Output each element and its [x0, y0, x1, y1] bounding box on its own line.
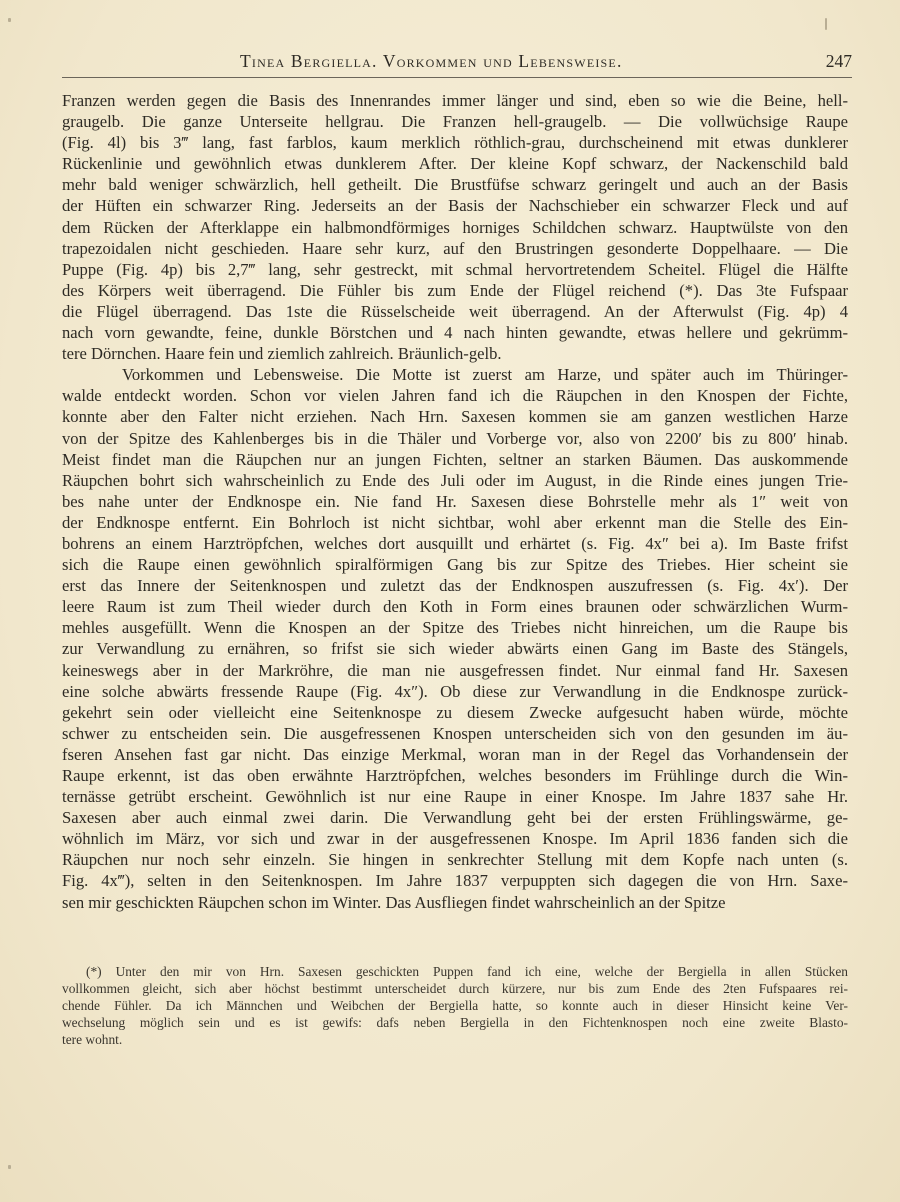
- text-line: Fig. 4x‴), selten in den Seitenknospen. Im Jahre 1837 verpuppten sich dagegen die von Hrn. Saxe-: [62, 871, 848, 891]
- text-line: walde entdeckt worden. Schon vor vielen Jahren fand ich die Räupchen in den Knospen der Fichte,: [62, 386, 848, 406]
- text-line: keineswegs aber in der Markröhre, die man nie ausgefressen findet. Nur einmal fand Hr. Saxesen: [62, 660, 848, 680]
- text-line: der Hüften ein schwarzer Ring. Jederseits an der Basis der Nachschieber ein schwarzer Fleck und auf: [62, 196, 848, 216]
- text-line: die Flügel überragend. Das 1ste die Rüsselscheide weit überragend. An der Afterwulst (Fig. 4p) 4: [62, 301, 848, 321]
- text-line: zur Verwandlung zu ernähren, so frifst sie sich wieder abwärts einen Gang im Baste des Stängels,: [62, 639, 848, 659]
- text-line: Räupchen bohrt sich wahrscheinlich zu Ende des Juli oder im August, in die Rinde eines jungen Trie-: [62, 470, 848, 490]
- footnote-line: wechselung möglich sein und es ist gewifs: dafs neben Bergiella in den Fichtenknospen noch eine zweite Blasto-: [62, 1015, 848, 1030]
- text-line: Räupchen nur noch sehr einzeln. Sie hingen in senkrechter Stellung mit dem Kopfe nach unten (s.: [62, 850, 848, 870]
- page-number: 247: [825, 51, 852, 71]
- paper-speck: [8, 18, 11, 22]
- text-line: Raupe erkennt, ist das oben erwähnte Harztröpfchen, welches besonders im Frühlinge durch die Win-: [62, 766, 848, 785]
- text-line: von der Spitze des Kahlenberges bis in die Thäler und Vorberge vor, also von 2200′ bis zu 800′ hinab.: [62, 428, 848, 448]
- text-line: schwer zu entscheiden sein. Die ausgefressenen Knospen unterscheiden sich von den gesunden im äu-: [62, 723, 848, 743]
- footnote-block: [62, 963, 848, 1048]
- text-line: Meist findet man die Räupchen nur an jungen Fichten, seltner an starken Bäumen. Das auskommende: [62, 449, 848, 469]
- text-line: mehles ausgefüllt. Wenn die Knospen an der Spitze des Triebes nicht hinreichen, um die Raupe bis: [62, 618, 848, 638]
- main-text: [62, 90, 848, 913]
- text-line: bohrens an einem Harztröpfchen, welches dort ausquillt und erhärtet (s. Fig. 4x″ bei a). Im Baste frifst: [62, 533, 848, 553]
- text-line: gekehrt sein oder vielleicht eine Seitenknospe zu diesem Zwecke aufgesucht haben würde, möchte: [62, 702, 848, 722]
- running-title: Tinea Bergiella. Vorkommen und Lebensweise.: [240, 51, 623, 71]
- text-line: konnte aber den Falter nicht erziehen. Nach Hrn. Saxesen kommen sie am ganzen westlichen Harze: [62, 407, 848, 427]
- text-line: des Körpers weit überragend. Die Fühler bis zum Ende der Flügel reichend (*). Das 3te Fufspaar: [62, 280, 848, 300]
- text-line: Franzen werden gegen die Basis des Innenrandes immer länger und sind, eben so wie die Beine, hell-: [62, 91, 848, 110]
- text-line: trapezoidalen nicht geschieden. Haare sehr kurz, auf den Brustringen gesonderte Doppelhaare. — Die: [62, 238, 848, 258]
- text-line: erst das Innere der Seitenknospen und zuletzt das der Endknospen auszufressen (s. Fig. 4x′). Der: [62, 576, 848, 596]
- text-line: bes nahe unter der Endknospe ein. Nie fand Hr. Saxesen diese Bohrstelle mehr als 1″ weit von: [62, 491, 848, 511]
- text-line: sich die Raupe einen gewöhnlich spiralförmigen Gang bis zur Spitze des Triebes. Hier scheint sie: [62, 555, 848, 575]
- page-header: [62, 47, 852, 78]
- text-line: Vorkommen und Lebensweise. Die Motte ist zuerst am Harze, und später auch im Thüringer-: [122, 365, 848, 385]
- text-line: graugelb. Die ganze Unterseite hellgrau. Die Franzen hell-graugelb. — Die vollwüchsige Raupe: [62, 112, 848, 132]
- footnote-line: (*) Unter den mir von Hrn. Saxesen geschickten Puppen fand ich eine, welche der Bergiella in allen Stücken: [86, 964, 848, 979]
- text-line: der Endknospe entfernt. Ein Bohrloch ist nicht sichtbar, wohl aber erkennt man die Stelle des Ein-: [62, 512, 848, 532]
- paper-speck: [8, 1165, 11, 1169]
- text-line: wöhnlich im März, vor sich und zwar in der ausgefressenen Knospe. Im April 1836 fanden sich die: [62, 829, 848, 849]
- paper-speck: [825, 18, 827, 30]
- text-line: Rückenlinie und gewöhnlich etwas dunklerem After. Der kleine Kopf schwarz, der Nackenschild bald: [62, 154, 848, 174]
- text-line: nach vorn gewandte, feine, dunkle Börstchen und 4 nach hinten gewandte, etwas hellere und gekrümm-: [62, 323, 848, 343]
- footnote-line: vollkommen gleicht, sich aber höchst bestimmt unterscheidet durch kürzere, nur bis zum Ende des 2ten Fufspaares rei-: [62, 981, 848, 996]
- footnote-line: chende Fühler. Da ich Männchen und Weibchen der Bergiella hatte, so konnte auch in dieser Hinsicht keine Ver-: [62, 998, 848, 1013]
- text-line: Saxesen aber auch einmal zwei darin. Die Verwandlung geht bei der ersten Frühlingswärme, ge-: [62, 808, 848, 828]
- text-line: eine solche abwärts fressende Raupe (Fig. 4x″). Ob diese zur Verwandlung in die Endknospe zurück-: [62, 681, 848, 701]
- text-line: leere Raum ist zum Theil wieder durch den Koth in Form eines braunen oder schwärzlichen Wurm-: [62, 597, 848, 617]
- text-line: (Fig. 4l) bis 3‴ lang, fast farblos, kaum merklich röthlich-grau, durchscheinend mit etwas dunklerer: [62, 133, 848, 153]
- text-line: mehr bald weniger schwärzlich, hell getheilt. Die Brustfüfse schwarz geringelt und auch an der Basis: [62, 175, 848, 195]
- text-line: tere Dörnchen. Haare fein und ziemlich zahlreich. Bräunlich-gelb.: [62, 344, 502, 364]
- text-line: fseren Ansehen fast gar nicht. Das einzige Merkmal, woran man in der Regel das Vorhandensein der: [62, 744, 848, 764]
- text-line: Puppe (Fig. 4p) bis 2,7‴ lang, sehr gestreckt, mit schmal hervortretendem Scheitel. Flügel die Hälfte: [62, 259, 848, 279]
- text-line: sen mir geschickten Räupchen schon im Winter. Das Ausfliegen findet wahrscheinlich an der Spitze: [62, 892, 726, 912]
- text-line: ternässe getrübt erscheint. Gewöhnlich ist nur eine Raupe in einer Knospe. Im Jahre 1837 sahe Hr.: [62, 787, 848, 807]
- footnote-line: tere wohnt.: [62, 1032, 123, 1047]
- text-line: dem Rücken der Afterklappe ein halbmondförmiges horniges Schildchen schwarz. Hauptwülste von den: [62, 217, 848, 237]
